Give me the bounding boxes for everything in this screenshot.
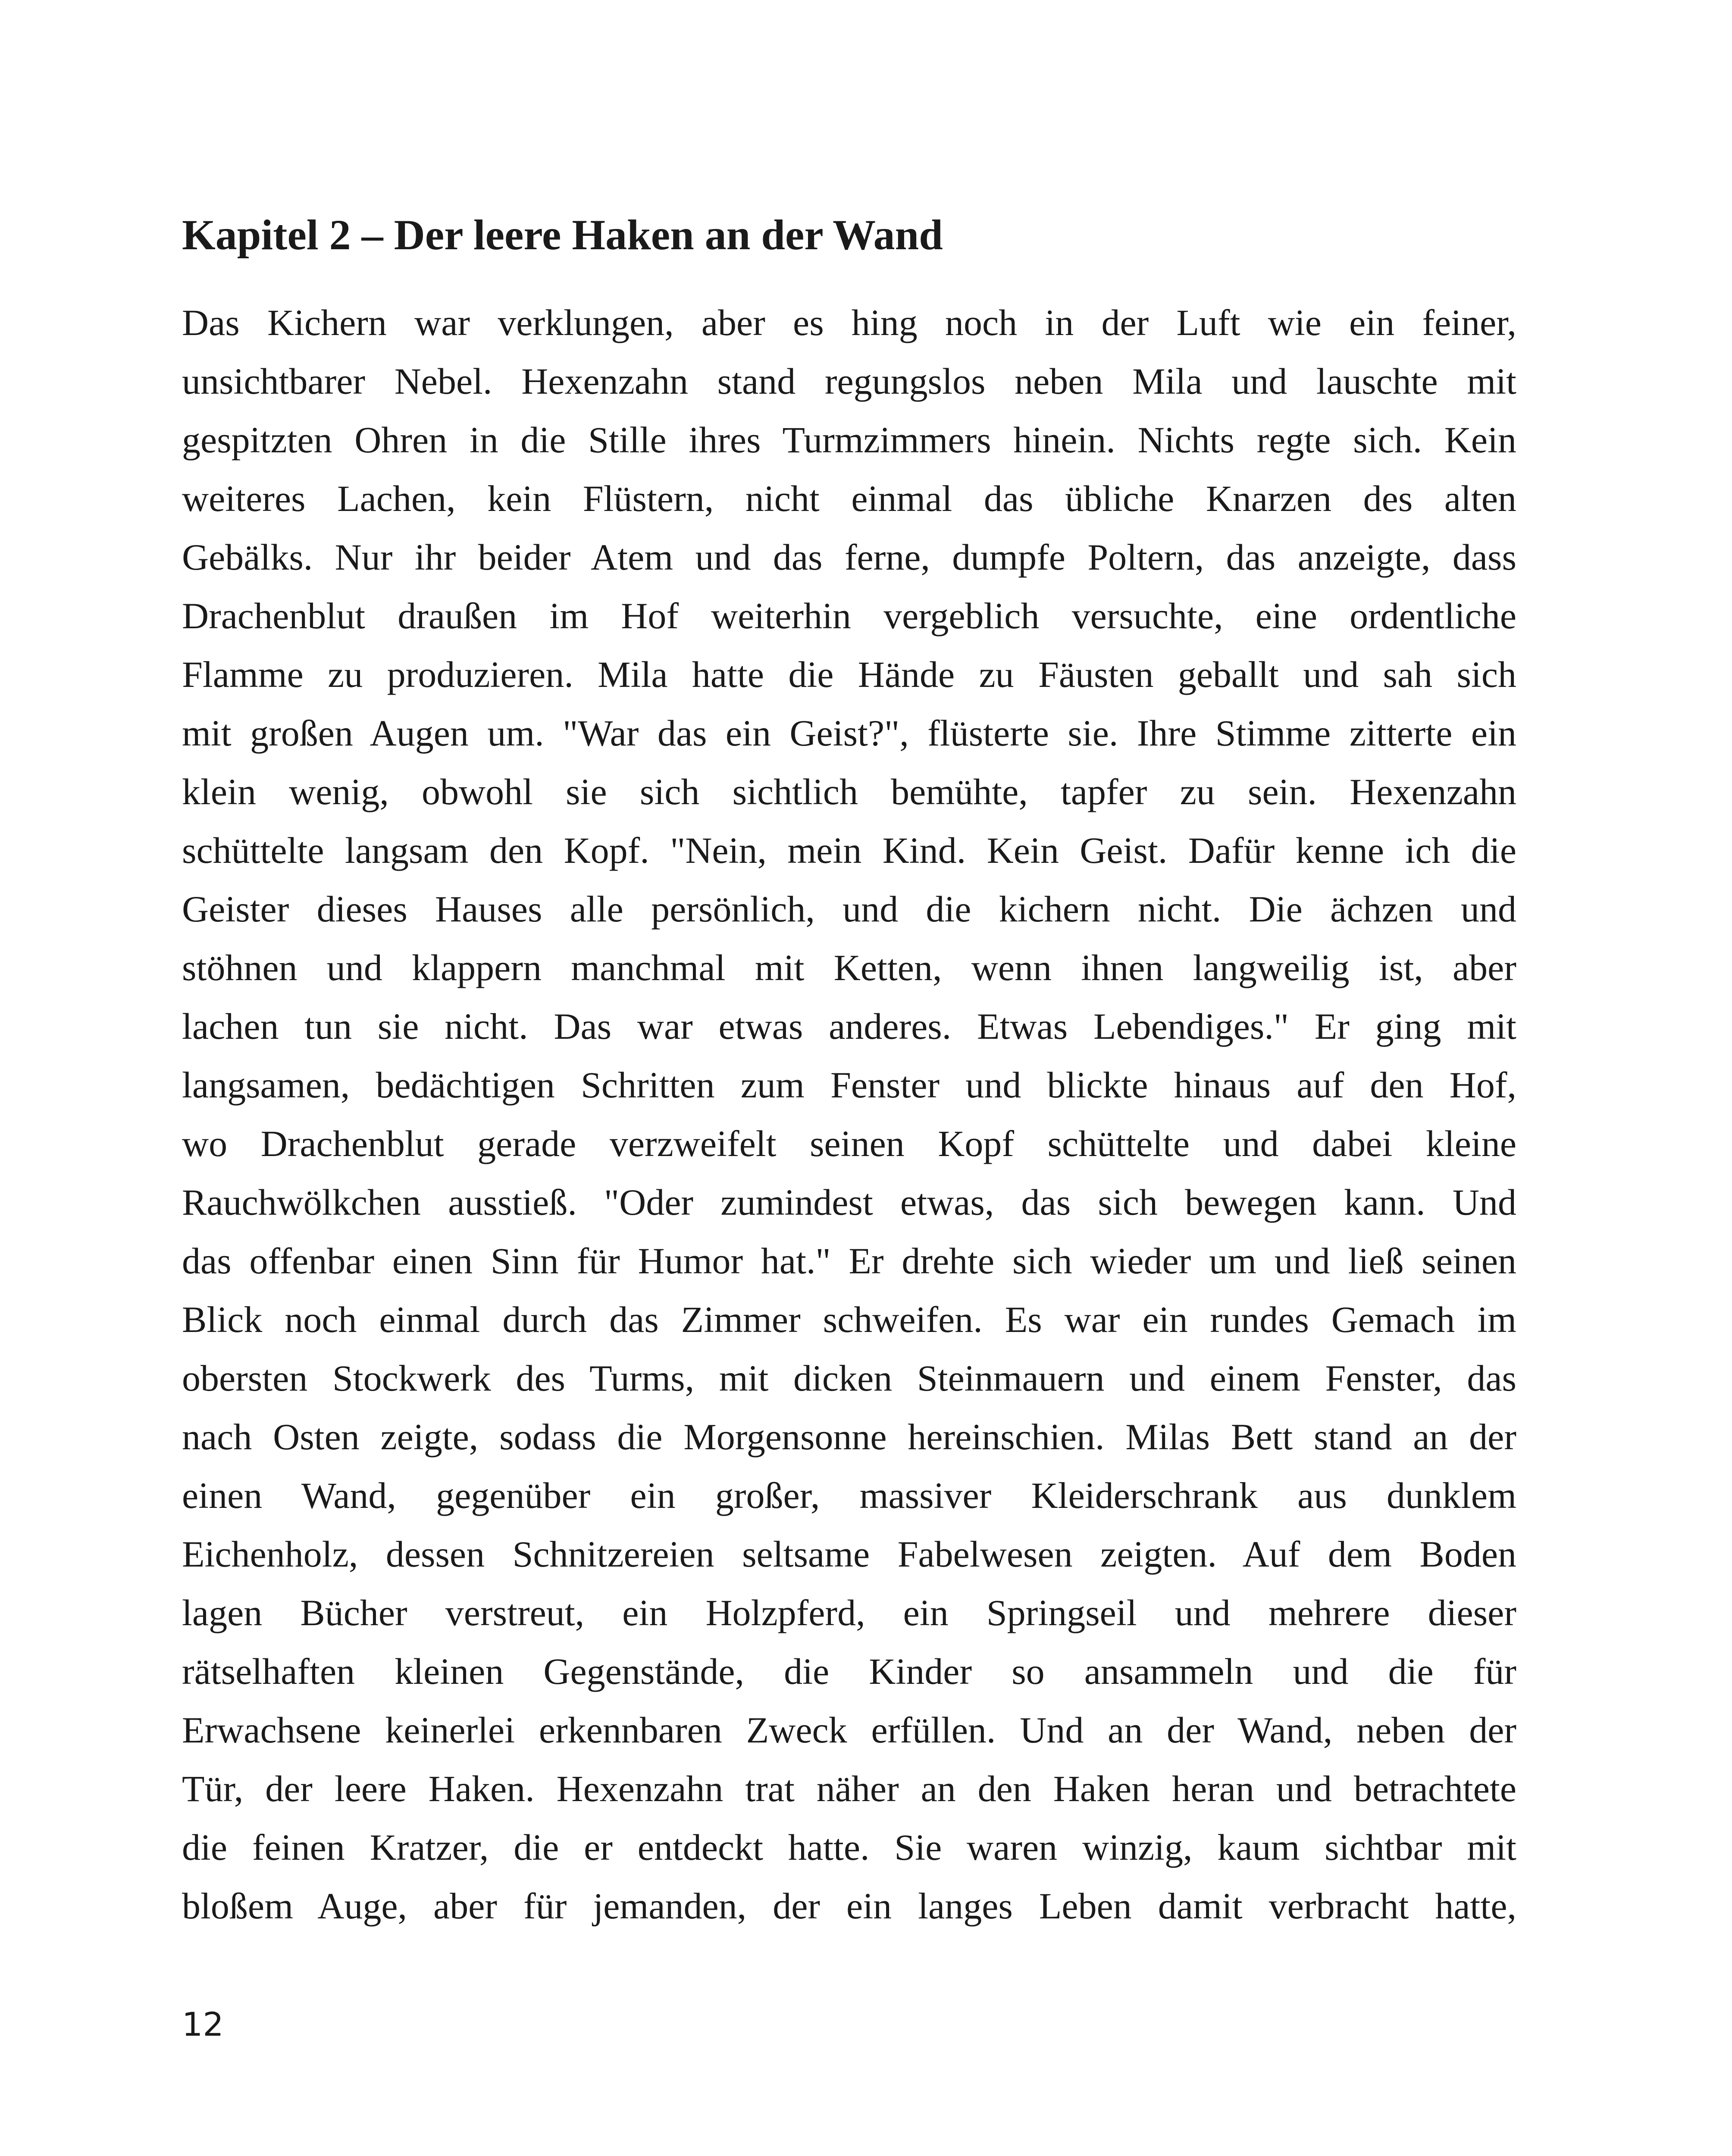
body-paragraph [182, 293, 1516, 1935]
text-line: einen Wand, gegenüber ein großer, massiver Kleiderschrank aus dunklem [182, 1475, 1516, 1516]
text-line: langsamen, bedächtigen Schritten zum Fenster und blickte hinaus auf den Hof, [182, 1064, 1516, 1106]
text-line: weiteres Lachen, kein Flüstern, nicht einmal das übliche Knarzen des alten [182, 478, 1516, 519]
text-line: lagen Bücher verstreut, ein Holzpferd, ein Springseil und mehrere dieser [182, 1592, 1516, 1633]
text-line: gespitzten Ohren in die Stille ihres Turmzimmers hinein. Nichts regte sich. Kein [182, 419, 1516, 461]
text-line: unsichtbarer Nebel. Hexenzahn stand regungslos neben Mila und lauschte mit [182, 360, 1516, 402]
text-line: rätselhaften kleinen Gegenstände, die Kinder so ansammeln und die für [182, 1651, 1516, 1692]
text-line: das offenbar einen Sinn für Humor hat." Er drehte sich wieder um und ließ seinen [182, 1240, 1516, 1282]
text-line: wo Drachenblut gerade verzweifelt seinen Kopf schüttelte und dabei kleine [182, 1123, 1516, 1164]
text-line: Flamme zu produzieren. Mila hatte die Hände zu Fäusten geballt und sah sich [182, 654, 1516, 695]
page-number: 12 [182, 2005, 224, 2043]
text-line: schüttelte langsam den Kopf. "Nein, mein Kind. Kein Geist. Dafür kenne ich die [182, 830, 1516, 871]
text-line: Rauchwölkchen ausstieß. "Oder zumindest etwas, das sich bewegen kann. Und [182, 1181, 1516, 1223]
text-line: bloßem Auge, aber für jemanden, der ein langes Leben damit verbracht hatte, [182, 1885, 1516, 1927]
text-line: Eichenholz, dessen Schnitzereien seltsame Fabelwesen zeigten. Auf dem Boden [182, 1533, 1516, 1575]
text-line: Geister dieses Hauses alle persönlich, und die kichern nicht. Die ächzen und [182, 888, 1516, 930]
text-line: obersten Stockwerk des Turms, mit dicken Steinmauern und einem Fenster, das [182, 1357, 1516, 1399]
chapter-title: Kapitel 2 – Der leere Haken an der Wand [182, 211, 943, 259]
text-line: lachen tun sie nicht. Das war etwas anderes. Etwas Lebendiges." Er ging mit [182, 1006, 1516, 1047]
text-line: stöhnen und klappern manchmal mit Ketten, wenn ihnen langweilig ist, aber [182, 947, 1516, 988]
text-line: die feinen Kratzer, die er entdeckt hatte. Sie waren winzig, kaum sichtbar mit [182, 1827, 1516, 1868]
text-line: nach Osten zeigte, sodass die Morgensonne hereinschien. Milas Bett stand an der [182, 1416, 1516, 1457]
text-line: Das Kichern war verklungen, aber es hing noch in der Luft wie ein feiner, [182, 302, 1516, 343]
text-line: Erwachsene keinerlei erkennbaren Zweck erfüllen. Und an der Wand, neben der [182, 1709, 1516, 1751]
text-line: Blick noch einmal durch das Zimmer schweifen. Es war ein rundes Gemach im [182, 1299, 1516, 1340]
text-line: Drachenblut draußen im Hof weiterhin vergeblich versuchte, eine ordentliche [182, 595, 1516, 636]
text-line: Tür, der leere Haken. Hexenzahn trat näher an den Haken heran und betrachtete [182, 1768, 1516, 1809]
text-line: klein wenig, obwohl sie sich sichtlich bemühte, tapfer zu sein. Hexenzahn [182, 771, 1516, 812]
text-line: Gebälks. Nur ihr beider Atem und das ferne, dumpfe Poltern, das anzeigte, dass [182, 536, 1516, 578]
text-line: mit großen Augen um. "War das ein Geist?", flüsterte sie. Ihre Stimme zitterte ein [182, 712, 1516, 754]
